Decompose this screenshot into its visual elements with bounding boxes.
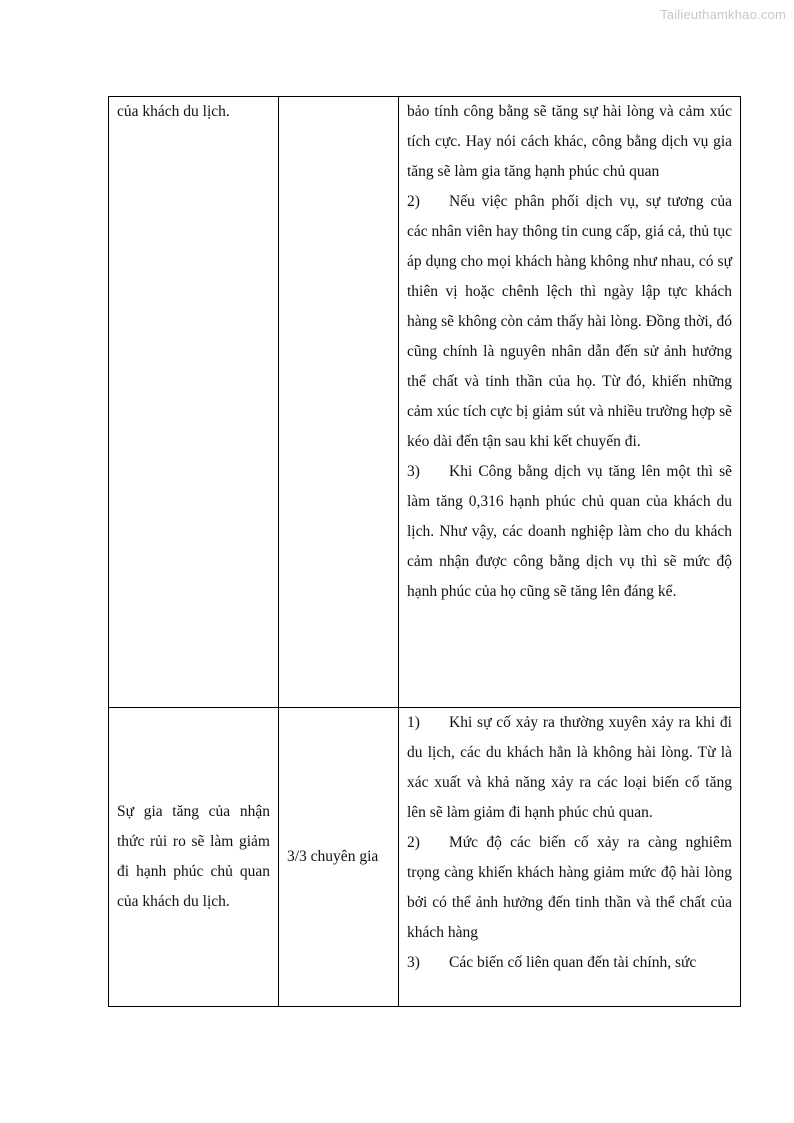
item-text: Nếu việc phân phối dịch vụ, sự tương của các nhân viên hay thông tin cung cấp, giá cả, thủ tục áp dụng cho mọi khách hàng không như nhau, có sự thiên vị hoặc chênh lệch thì ngày lập tực khách hàng sẽ không còn cảm thấy hài lòng. Đồng thời, đó cũng chính là nguyên nhân dẫn đến sử ảnh hưởng thể chất và tinh thần của họ. Từ đó, khiến những cảm xúc tích cực bị giảm sút và nhiều trường hợp sẽ kéo dài đến tận sau khi kết chuyến đi. (407, 193, 732, 450)
item-text: Các biến cố liên quan đến tài chính, sức (449, 954, 697, 971)
expert-cell (279, 97, 399, 708)
item-text: Khi Công bằng dịch vụ tăng lên một thì sẽ làm tăng 0,316 hạnh phúc chủ quan của khách du lịch. Như vậy, các doanh nghiệp làm cho du khách cảm nhận được công bằng dịch vụ thì sẽ mức độ hạnh phúc của họ cũng sẽ tăng lên đáng kể. (407, 463, 732, 600)
table-row (109, 708, 741, 1007)
criteria-table (108, 96, 741, 1007)
item-number: 3) (407, 954, 420, 971)
hypothesis-cell: Sự gia tăng của nhận thức rủi ro sẽ làm giảm đi hạnh phúc chủ quan của khách du lịch. (109, 708, 279, 1007)
explanation-item (407, 457, 732, 607)
hypothesis-cell: của khách du lịch. (109, 97, 279, 708)
explanation-item (407, 948, 732, 978)
item-number: 1) (407, 714, 420, 731)
item-text: Mức độ các biến cố xảy ra càng nghiêm trọng càng khiến khách hàng giảm mức độ hài lòng bởi có thể ảnh hưởng đến tinh thần và thể chất của khách hàng (407, 834, 732, 941)
item-number: 2) (407, 834, 420, 851)
watermark: Tailieuthamkhao.com (660, 7, 786, 22)
explanation-intro: bảo tính công bằng sẽ tăng sự hài lòng và cảm xúc tích cực. Hay nói cách khác, công bằng dịch vụ gia tăng sẽ làm gia tăng hạnh phúc chủ quan (407, 103, 732, 180)
item-text: Khi sự cố xảy ra thường xuyên xảy ra khi đi du lịch, các du khách hẳn là không hài lòng. Từ là xác xuất và khả năng xảy ra các loại biến cố tăng lên sẽ làm giảm đi hạnh phúc chủ quan. (407, 714, 732, 821)
explanation-cell (399, 97, 741, 708)
explanation-item (407, 828, 732, 948)
table-row (109, 97, 741, 708)
explanation-cell (399, 708, 741, 1007)
explanation-item (407, 187, 732, 457)
explanation-item (407, 708, 732, 828)
item-number: 3) (407, 463, 420, 480)
item-number: 2) (407, 193, 420, 210)
expert-cell: 3/3 chuyên gia (279, 708, 399, 1007)
